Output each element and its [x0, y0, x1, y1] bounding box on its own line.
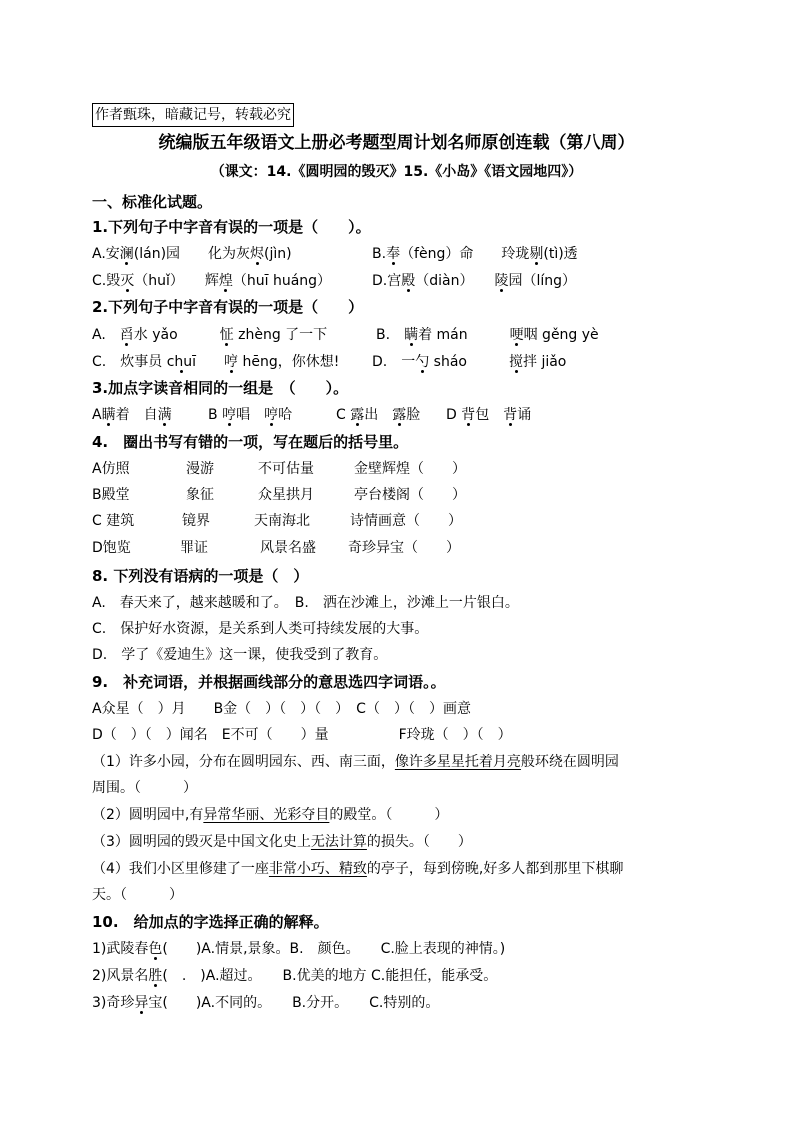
- q9-sentence-1-cont: 周围。（ ）: [92, 780, 197, 796]
- q1-stem: 1.下列句子中字音有误的一项是（ ）。: [92, 218, 371, 236]
- section-heading: 一、标准化试题。: [92, 193, 213, 211]
- q3-opt-a: A瞒着 自满: [92, 407, 172, 423]
- q8-opt-d: D. 学了《爱迪生》这一课，使我受到了教育。: [92, 647, 388, 663]
- q9-sentence-2: （2）圆明园中,有异常华丽、光彩夺目的殿堂。（ ）: [92, 807, 449, 823]
- q4-row-b: B殿堂 象征 众星拱月 亭台楼阁（ ）: [92, 487, 466, 503]
- q9-sentence-4-cont: 天。（ ）: [92, 887, 183, 903]
- q9-word-row-1: A众星（ ）月 B金（ ）（ ）（ ） C（ ）（ ）画意: [92, 701, 471, 717]
- q1-row-ab: [92, 242, 578, 266]
- q2-opt-c: C. 炊事员 chuī 哼 hēng，你休想!: [92, 354, 340, 370]
- q3-options: [92, 403, 532, 427]
- q8-opt-c: C. 保护好水资源，是关系到人类可持续发展的大事。: [92, 621, 429, 637]
- q9-sentence-3: （3）圆明园的毁灭是中国文化史上无法计算的损失。（ ）: [92, 834, 472, 850]
- q4-row-c: C 建筑 镜界 天南海北 诗情画意（ ）: [92, 513, 462, 529]
- q2-opt-a: A. 舀水 yǎo 怔 zhèng 了一下: [92, 327, 328, 343]
- page-title: 统编版五年级语文上册必考题型周计划名师原创连载（第八周）: [158, 133, 635, 153]
- q10-stem: 10. 给加点的字选择正确的解释。: [92, 913, 329, 931]
- q2-opt-d: D. 一勺 sháo 搅拌 jiǎo: [372, 354, 567, 370]
- q1-opt-b: B.奉（fèng）命 玲珑剔(tì)透: [372, 246, 578, 262]
- author-note-box: 作者甄珠，暗藏记号，转载必究: [92, 103, 294, 127]
- q4-row-a: A仿照 漫游 不可估量 金壁辉煌（ ）: [92, 461, 466, 477]
- q2-row-ab: [92, 323, 599, 347]
- q10-row-2: 2)风景名胜( . )A.超过。 B.优美的地方 C.能担任，能承受。: [92, 968, 498, 984]
- q3-opt-c: C 露出 露脸: [336, 407, 421, 423]
- q1-opt-d: D.宫殿（diàn） 陵园（líng）: [372, 273, 577, 289]
- q9-sentence-1: （1）许多小园，分布在圆明园东、西、南三面，像许多星星托着月亮般环绕在圆明园: [92, 754, 619, 770]
- q2-row-cd: [92, 350, 567, 374]
- q10-row-3: 3)奇珍异宝( )A.不同的。 B.分开。 C.特别的。: [92, 995, 440, 1011]
- q9-word-row-2: D（ ）（ ）闻名 E不可（ ）量 F玲珑（ ）（ ）: [92, 727, 512, 743]
- q4-stem: 4. 圈出书写有错的一项，写在题后的括号里。: [92, 433, 409, 451]
- q9-stem: 9. 补充词语，并根据画线部分的意思选四字词语。。: [92, 673, 446, 691]
- q8-opt-ab: A. 春天来了，越来越暖和了。 B. 洒在沙滩上，沙滩上一片银白。: [92, 595, 519, 611]
- q1-opt-c: C.毁灭（huǐ） 辉煌（huī huáng）: [92, 273, 332, 289]
- q9-sentence-4: （4）我们小区里修建了一座非常小巧、精致的亭子，每到傍晚,好多人都到那里下棋聊: [92, 861, 624, 877]
- q10-row-1: 1)武陵春色( )A.情景,景象。B. 颜色。 C.脸上表现的神情。): [92, 941, 506, 957]
- q3-opt-d: D 背包 背诵: [446, 407, 532, 423]
- q3-opt-b: B 哼唱 哼哈: [208, 407, 293, 423]
- q3-stem: 3.加点字读音相同的一组是 （ ）。: [92, 379, 349, 397]
- q8-stem: 8. 下列没有语病的一项是（ ）: [92, 567, 309, 585]
- q2-opt-b: B. 瞒着 mán 哽咽 gěng yè: [376, 327, 599, 343]
- q2-stem: 2.下列句子中字音有误的一项是（ ）: [92, 298, 364, 316]
- q1-row-cd: [92, 269, 577, 293]
- page-subtitle: （课文：14.《圆明园的毁灭》15.《小岛》《语文园地四》）: [210, 164, 583, 180]
- q4-row-d: D饱览 罪证 风景名盛 奇珍异宝（ ）: [92, 540, 460, 556]
- q1-opt-a: A.安澜(lán)园 化为灰烬(jìn): [92, 246, 292, 262]
